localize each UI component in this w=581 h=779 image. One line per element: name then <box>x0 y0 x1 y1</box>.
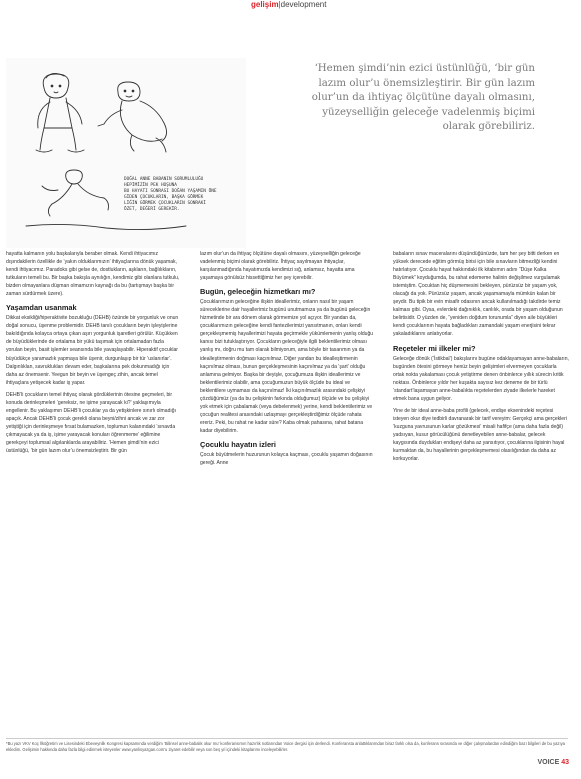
subsection-label: development <box>280 0 327 9</box>
article-column-2 <box>200 250 374 471</box>
caption-line-5: LİĞİN GÖRMEK ÇOCUKLARIN SONRAKİ <box>124 201 206 206</box>
page-number <box>537 759 569 766</box>
paragraph: Çocuklarımızın geleceğine ilişkin ideallerimiz, onların nasıl bir yaşam süreceklerine dair hayallerimiz bugünü unutmamıza ya da bugünü geleceğin hizmetinde bir ara dönem olarak görmemize yol açıyor. Bir yandan da, çocuklarımızın geleceğine kendi fantezilerimizi yansıtmanın, onları kendi gerçekleşmemiş hayallerimizi hayata geçirmekle yükümlemenin yanlış olduğu kanısı bizi tutuklaştırıyor. Çocukların geleceğiyle ilgili beklentilerimiz olması yanlış mı, doğru mu tam olarak bilmiyorum, ama böyle bir tasarımın ya da idealleştirmenin doğması kaçınılmaz. Diğer yandan bu idealleştirmenin kaçınılmaz olması, bunun gerçekleşmesinin kaçınılmaz ya da ‘şart’ olduğu anlamına gelmiyor. Başka bir deyişle, çocuğumuza ilişkin ideallerimiz ve beklentilerimiz olabilir, ama çocuğumuzun büyük ölçüde bu ideal ve beklentilere uymaması da kaçınılmaz! İki kaçınılmazlık arasındaki çelişkiyi çözdüğümüz (ya da bu çelişkinin farkında olduğumuz) ölçüde ve bu çelişkiyi yok etmek için çabalamak (veya debelenmek) yerine, kendi beklentilerimiz ve çocuğun realitesi arasındaki uzlaşmayı gerçekleştirdiğimiz ölçüde rahata ereriz. Peki, bu rahat ne kadar süre? Kaba olmak pahasına, rahat batana kadar diyebilirim. <box>200 299 374 434</box>
caption-line-3: BU HAYATI SONRASI DOĞAN YAŞAMIN ÖNE <box>124 189 217 194</box>
caption-line-4: GİDEN ÇOCUKLARIN, BAŞKA GÖRMEK <box>124 195 204 200</box>
paragraph: babaların sınav maceralarını düşündüğünüzde, tam her şey bitti derken en yüksek derecede eğitim görmüş birisi için bile sınavların bitmezliği kendini hatırlatıyor. Çocuklu hayat hakkındaki ilk kitabımın adını “Düşe Kalka Büyümek” koyduğumda, bu rahat edememe halinin değişilmez vurgulamak istemiştim. Çocuktan hiç düşmemesini bekleyen, pürüzsüz bir yaşam yok, olacağı da yok. Pürüzsüz yaşam, ancak yaşamamayla mümkün kalan bir şeydir. Bu tipik bir evin misafir odasının ancak kullanılmadığı takdirde temiz kalması gibi. Oysa, evlerdeki dağınıklık, canlılık, orada bir yaşam olduğunun belirtisidir. O yüzden de, “yeniden doğdum torunumla” diyen aile büyükleri kendi çocuklarının hayata bağladıkları zamandaki yaşam enerjisini tekrar yakaladıklarını anlatıyorlar. <box>393 251 563 338</box>
paragraph: hayatta kalmanın yolu başkalarıyla beraber olmak. Kendi ihtiyacımız dışındakilerin özellikle de ‘yakın olduklarımızın’ ihtiyaçlarına dönük yaşamak, kendi ihtiyacımız. Paradoks gibi gelse de, dostlukların, aşkların, bağlılıkların, tutkuların temeli bu. Bir başka bakışla aynılığın, kendimiz gibi olanlara tutkulu, bizden olmayanlara düşman olmamızın kaynağı da bu (tartışmayı başka bir zaman sürdürmek üzere). <box>6 251 180 298</box>
section-heading: Çocuklu hayatın izleri <box>200 439 276 449</box>
caption-line-1: DOĞAL ANNE BABANIN SORUMLULUĞU <box>124 177 204 182</box>
footnote-divider <box>6 738 568 739</box>
section-header <box>251 0 326 12</box>
section-heading: Yaşamdan usanmak <box>6 303 77 313</box>
section-label: gelişim <box>251 0 279 9</box>
paragraph: Dikkat eksikliği/hiperaktivite bozukluğu (DEHB) özünde bir yorgunluk ve onun doğal sonucu, üşenme problemidir. DEHB tanılı çocukların beyin işleyişlerine bakıldığında kolayca ortaya çıkan aşırı yorgunluk işaretleri görülür. Küçükken de büyüdüklerinde de ortalama bir yükü taşımak için ortalamadan fazla yorulan beyin, basit işlemler seansında bile yavaşlayabilir. Hiperaktif çocuklar büyüdükçe yaramazlık yapmaya bile üşenir, durgunlaşıp bir tür ‘uslanırlar’. Dalgınlıklan, savruklukları devam eder, başkalarına pek dokunmadığı için daha az önemsenir. Yeegun bir beyin ve üşengeç zihin, ancak temel ihtiyaçlara yetişecek kadar iş yapar. <box>6 315 179 386</box>
caption-line-6: ÖZET, DEĞERİ GEREKİR. <box>124 207 180 212</box>
section-heading: Reçeteler mi ilkeler mi? <box>393 343 476 353</box>
paragraph: lazım olur’un da ihtiyaç ölçütüne dayalı olmasını, yüzeyselliğin geleceğe vadelenmiş biçimi olarak görebiliriz. İhtiyaç sayılmayan ihtiyaçlar, karşılanmadığında hayatımızda kendimizi sığ, anlamsız, hayatta ama yaşamaya gönülsüz hissettiğimiz her şey içerebilir. <box>200 251 361 282</box>
article-column-1 <box>6 250 180 459</box>
footnote: *Bu yazı VKV Koç İlköğretim ve Lisesindeki Ebeveynlik Kongresi kapsamında verdiğim ‘Bilinsel anne-babalık okur mu’ konferansımın hazırlık notlarından Voice dergisi için derlendi. Konferansta anlattıklarımdan biraz farklı olsa da, konferans sırasında ve diğer çalışmalardan edindiğim bazı bilgileri de bu yazıya ekledim. Gelişimin hakkında daha fazla bilgi edinmek isteyenler www.yanlisyazgan.com’u ziyaret edebilir veya son beş yıl içindeki kitaplarımı inceleyebilirler. <box>6 741 565 753</box>
pull-quote: ‘Hemen şimdi’nin ezici üstünlüğü, ‘bir gün lazım olur’u önemsizleştirir. Bir gün lazım olur’un da ihtiyaç ölçütüne dayalı olmasını, yüzeyselliğin geleceğe vadelenmiş biçimi olarak görebiliriz. <box>311 63 535 133</box>
caption-line-2: HEPİMİZİN PEK HOŞUNA <box>124 183 177 188</box>
article-column-3 <box>393 250 569 467</box>
paragraph: DEHB’li çocukların temel ihtiyaç olarak gördüklerinin ötesine geçmeleri, bir konuda derinleşmeleri ‘gereksiz, ne işime yarayacak ki?’ yaklaşımıyla engellenir. Bu yaklaşımın DEHB’li çocuklar ya da yetişkinlere sınırlı olmadığı apaçık. Ancak DEHB’li çocuk gerekli olana beyni/zihni ancak ve zar zor yetiştiği için derinleşmeye fırsat bulamazken, toplumun kalanındaki ‘sınavda çıkmayacak ya da iş, işime yarayacak konuları öğrenmeme’ eğilimine gerekçeyi toplumsal algılanklarda arayabiliriz. ‘Hemen şimdi’nin ezici üstünlüğü, ‘bir gün lazım olur’u önemsizleştirir. Bir gün <box>6 391 176 455</box>
paragraph: Yine de bir ideal anne-baba profili (gelecek, endişe eksenindeki reçetesi isteyen okur diye tedbirli davranarak bir tarif vereyim: Gerçekçi ama gerçekleri ‘kuzguna yavrusunun karlar gözükmesi’ misali hafifçe (ama daha fazla değil) yadsıyan, kusur görücülüğünü denetleyebilen anne-babalar, gelecek kaygısında duydukları endişeyi daha az yansıtıyor, çocuklarına ilgisinin hayal kurmaktan da, bu hayallerinin gerçekleşmemesi olasılığından da daha az korkuyorlar. <box>393 407 567 463</box>
section-separator: | <box>278 0 281 9</box>
section-heading: Bugün, geleceğin hizmetkarı mı? <box>200 287 316 297</box>
magazine-name: VOICE <box>537 759 560 766</box>
illustration <box>6 58 246 248</box>
page-number-value: 43 <box>561 759 569 766</box>
child-drawing-icon <box>6 58 246 248</box>
paragraph: Çocuk büyütmelerin huzurunun kolayca kaçması, çocuklu yaşamın doğasının gereği. Anne <box>200 451 373 467</box>
paragraph: Geleceğe dönük (‘İstikbal’) bakışlarını bugüne odaklayamayan anne-babaların, bugünden ötesini görmeye henüz beyin gelişimleri elvermeyen çocuklarla ortak nokta yakalaması çocuk yetiştirme denen önbinlerce yıllık sürecin kritik noktası. Önbinlerce yıldır her kuşakta sayısız kez deneme de bir türlü ‘standart’laşamayan anne-babalıkta reçetelerden ziyade ilkelerle hareket etmek bana uygun geliyor. <box>393 355 569 402</box>
